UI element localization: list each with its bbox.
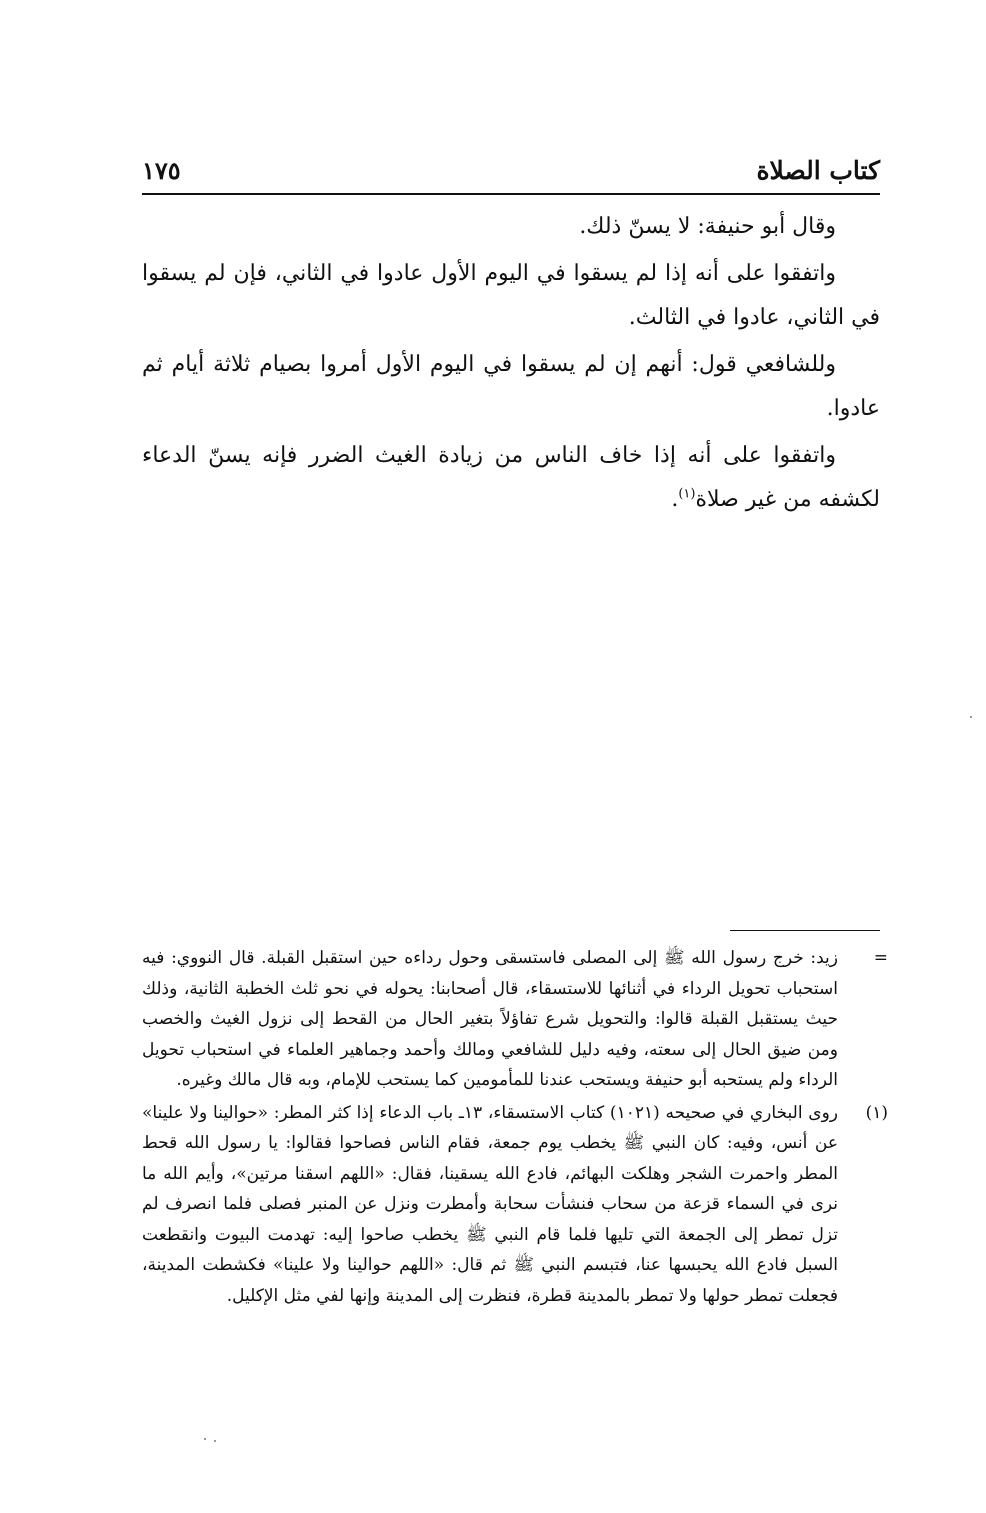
page-number: ١٧٥ [142, 156, 181, 185]
paragraph-text: واتفقوا على أنه إذا خاف الناس من زيادة الغيث الضرر فإنه يسنّ الدعاء لكشفه من غير صلاة [142, 443, 880, 512]
footnote-marker: = [873, 948, 888, 968]
paragraph: وقال أبو حنيفة: لا يسنّ ذلك. [579, 214, 836, 239]
paragraph: وللشافعي قول: أنهم إن لم يسقوا في اليوم الأول أمروا بصيام ثلاثة أيام ثم عادوا. [142, 352, 880, 421]
footnotes [142, 943, 888, 1313]
footnote-continuation [142, 943, 888, 1096]
header-rule [142, 193, 880, 195]
footnote-1 [142, 1098, 888, 1312]
footnote-separator [730, 930, 880, 931]
paragraph-with-footnote [142, 434, 880, 522]
scan-speck [204, 1438, 206, 1440]
footnote-text: روى البخاري في صحيحه (١٠٢١) كتاب الاستسقاء، ١٣ـ باب الدعاء إذا كثر المطر: «حوالينا ولا علينا» عن أنس، وفيه: كان النبي ﷺ يخطب يوم جمعة، فقام الناس فصاحوا فقالوا: يا رسول الله قحط المطر واحمرت الشجر وهلكت البهائم، فادع الله يسقينا، فقال: «اللهم اسقنا مرتين»، وأيم الله ما نرى في السماء قزعة من سحاب فنشأت سحابة وأمطرت ونزل عن المنبر فصلى فلما انصرف لم تزل تمطر إلى الجمعة التي تليها فلما قام النبي ﷺ يخطب صاحوا إليه: تهدمت البيوت وانقطعت السبل فادع الله يحبسها عنا، فتبسم النبي ﷺ ثم قال: «اللهم حوالينا ولا علينا» فكشطت المدينة، فجعلت تمطر حولها ولا تمطر بالمدينة قطرة، فنظرت إلى المدينة وإنها لفي مثل الإكليل. [142, 1102, 838, 1306]
sentence-end: . [671, 487, 679, 512]
scan-speck [214, 1440, 216, 1442]
footnote-marker: (١) [865, 1102, 888, 1123]
running-header [142, 152, 880, 192]
main-text [142, 205, 880, 525]
footnote-reference: (١) [678, 486, 696, 502]
footnote-text: زيد: خرج رسول الله ﷺ إلى المصلى فاستسقى وحول رداءه حين استقبل القبلة. قال النووي: فيه استحباب تحويل الرداء في أثنائها للاستسقاء، قال أصحابنا: يحوله في نحو ثلث الخطبة الثانية، وذلك حيث يستقبل القبلة قالوا: والتحويل شرع تفاؤلاً بتغير الحال من القحط إلى نزول الغيث والخصب ومن ضيق الحال إلى سعته، وفيه دليل للشافعي ومالك وأحمد وجماهير العلماء في استحباب تحويل الرداء ولم يستحبه أبو حنيفة ويستحب عندنا للمأمومين كما يستحب للإمام، وبه قال مالك وغيره. [142, 948, 838, 1090]
scan-speck [970, 716, 972, 718]
chapter-title: كتاب الصلاة [756, 156, 880, 185]
paragraph: واتفقوا على أنه إذا لم يسقوا في اليوم الأول عادوا في الثاني، فإن لم يسقوا في الثاني، عادوا في الثالث. [142, 261, 880, 330]
